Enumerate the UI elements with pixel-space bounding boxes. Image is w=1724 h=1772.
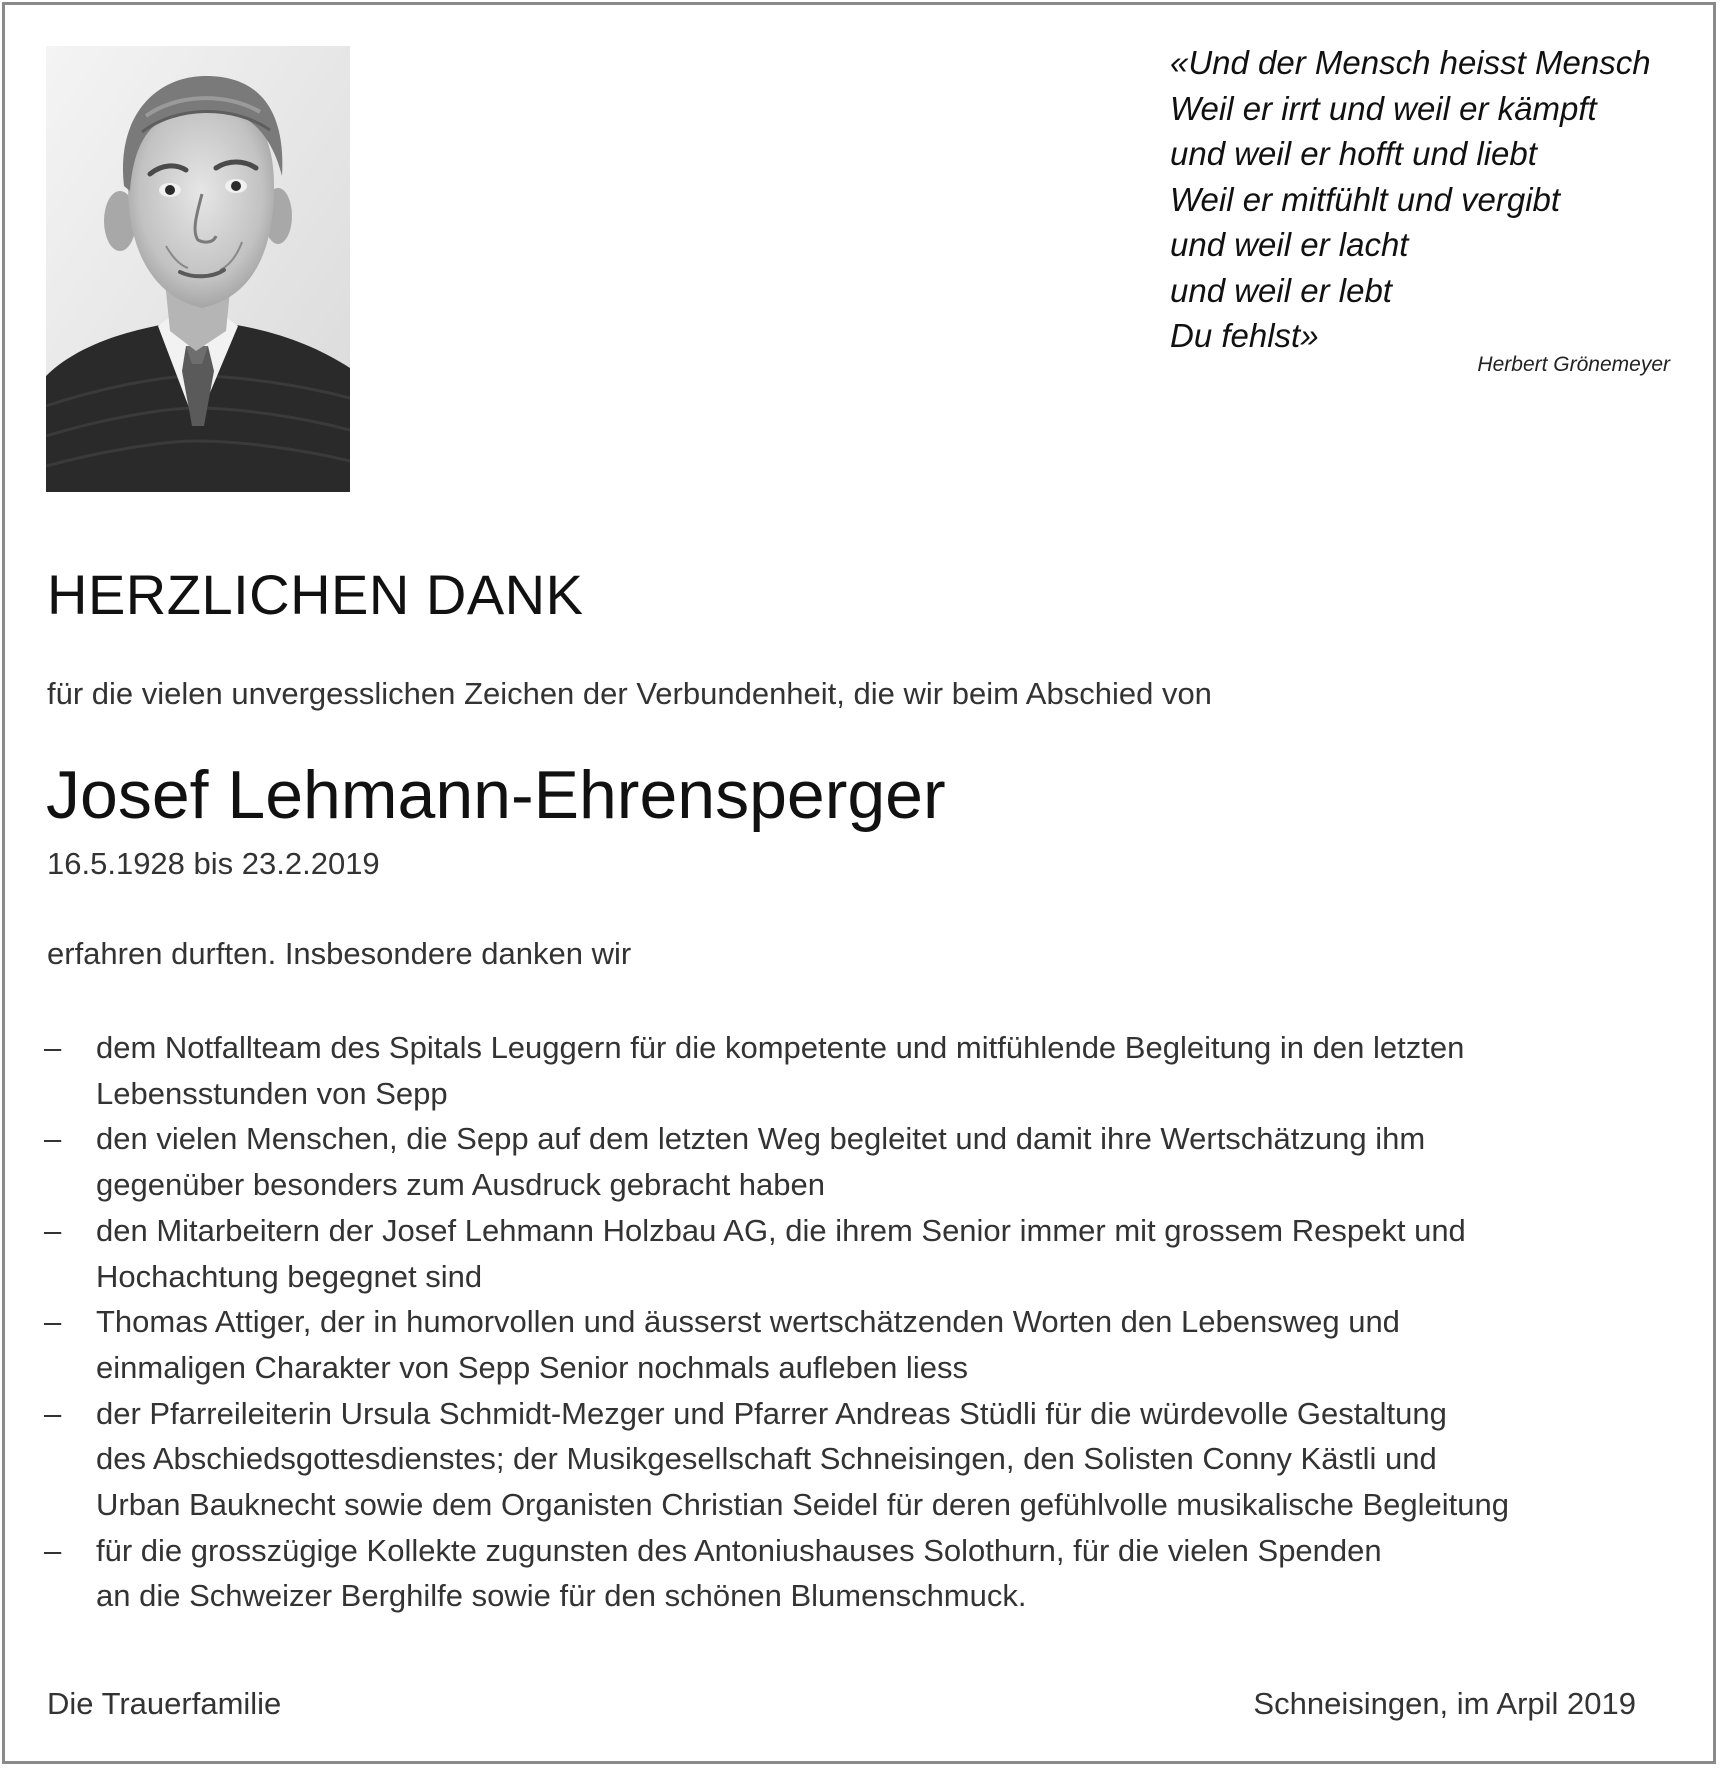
thanks-item-line: den Mitarbeitern der Josef Lehmann Holzbau AG, die ihrem Senior immer mit grossem Respekt und xyxy=(96,1212,1466,1248)
thanks-item-line: des Abschiedsgottesdienstes; der Musikgesellschaft Schneisingen, den Solisten Conny Kästli und xyxy=(96,1441,1437,1477)
quote-block xyxy=(1170,40,1680,359)
quote-line: Du fehlst» xyxy=(1170,317,1319,354)
thanks-item-line: an die Schweizer Berghilfe sowie für den schönen Blumenschmuck. xyxy=(96,1578,1027,1614)
thanks-lead-text: erfahren durften. Insbesondere danken wir xyxy=(47,936,632,971)
thanks-item-line: Thomas Attiger, der in humorvollen und äusserst wertschätzenden Worten den Lebensweg und xyxy=(96,1304,1400,1340)
quote-line: «Und der Mensch heisst Mensch xyxy=(1170,44,1651,81)
thanks-item xyxy=(44,1391,1684,1528)
thanks-item-line: Urban Bauknecht sowie dem Organisten Christian Seidel für deren gefühlvolle musikalische Begleitung xyxy=(96,1487,1509,1523)
dash-bullet: – xyxy=(44,1304,62,1340)
deceased-name: Josef Lehmann-Ehrensperger xyxy=(46,757,946,833)
thanks-item-line: gegenüber besonders zum Ausdruck gebracht haben xyxy=(96,1167,825,1203)
place-and-date: Schneisingen, im Arpil 2019 xyxy=(1253,1686,1636,1721)
dash-bullet: – xyxy=(44,1212,62,1248)
dash-bullet: – xyxy=(44,1030,62,1065)
thanks-item-line: für die grosszügige Kollekte zugunsten des Antoniushauses Solothurn, für die vielen Spenden xyxy=(96,1532,1382,1568)
quote-author: Herbert Grönemeyer xyxy=(1477,353,1670,376)
thanks-item-line: einmaligen Charakter von Sepp Senior nochmals aufleben liess xyxy=(96,1349,968,1385)
thanks-item-line: Lebensstunden von Sepp xyxy=(96,1075,448,1111)
thanks-item-line: der Pfarreileiterin Ursula Schmidt-Mezger und Pfarrer Andreas Stüdli für die würdevolle Gestaltung xyxy=(96,1395,1447,1431)
quote-line: und weil er lebt xyxy=(1170,271,1392,309)
thanks-item xyxy=(44,1528,1684,1619)
signoff-family: Die Trauerfamilie xyxy=(47,1686,282,1721)
quote-line: und weil er lacht xyxy=(1170,226,1409,263)
thanks-item xyxy=(44,1208,1684,1299)
life-dates: 16.5.1928 bis 23.2.2019 xyxy=(47,846,380,881)
thanks-item-line: den vielen Menschen, die Sepp auf dem letzten Weg begleitet und damit ihre Wertschätzung ihm xyxy=(96,1121,1426,1157)
quote-line: Weil er irrt und weil er kämpft xyxy=(1170,89,1597,127)
quote-line: Weil er mitfühlt und vergibt xyxy=(1170,180,1561,218)
notice-heading: HERZLICHEN DANK xyxy=(47,563,584,626)
thanks-list xyxy=(44,1025,1684,1619)
thanks-item xyxy=(44,1025,1684,1116)
thanks-item-line: dem Notfallteam des Spitals Leuggern für die kompetente und mitfühlende Begleitung in den letzten xyxy=(96,1030,1465,1065)
portrait-image xyxy=(46,46,350,492)
thanks-item-line: Hochachtung begegnet sind xyxy=(96,1258,483,1294)
dash-bullet: – xyxy=(44,1532,62,1568)
dash-bullet: – xyxy=(44,1395,62,1431)
portrait-photo xyxy=(46,46,350,492)
thanks-item xyxy=(44,1116,1684,1207)
dash-bullet: – xyxy=(44,1121,62,1157)
intro-text: für die vielen unvergesslichen Zeichen der Verbundenheit, die wir beim Abschied von xyxy=(47,676,1212,711)
thanks-item xyxy=(44,1299,1684,1390)
quote-line: und weil er hofft und liebt xyxy=(1170,135,1537,172)
